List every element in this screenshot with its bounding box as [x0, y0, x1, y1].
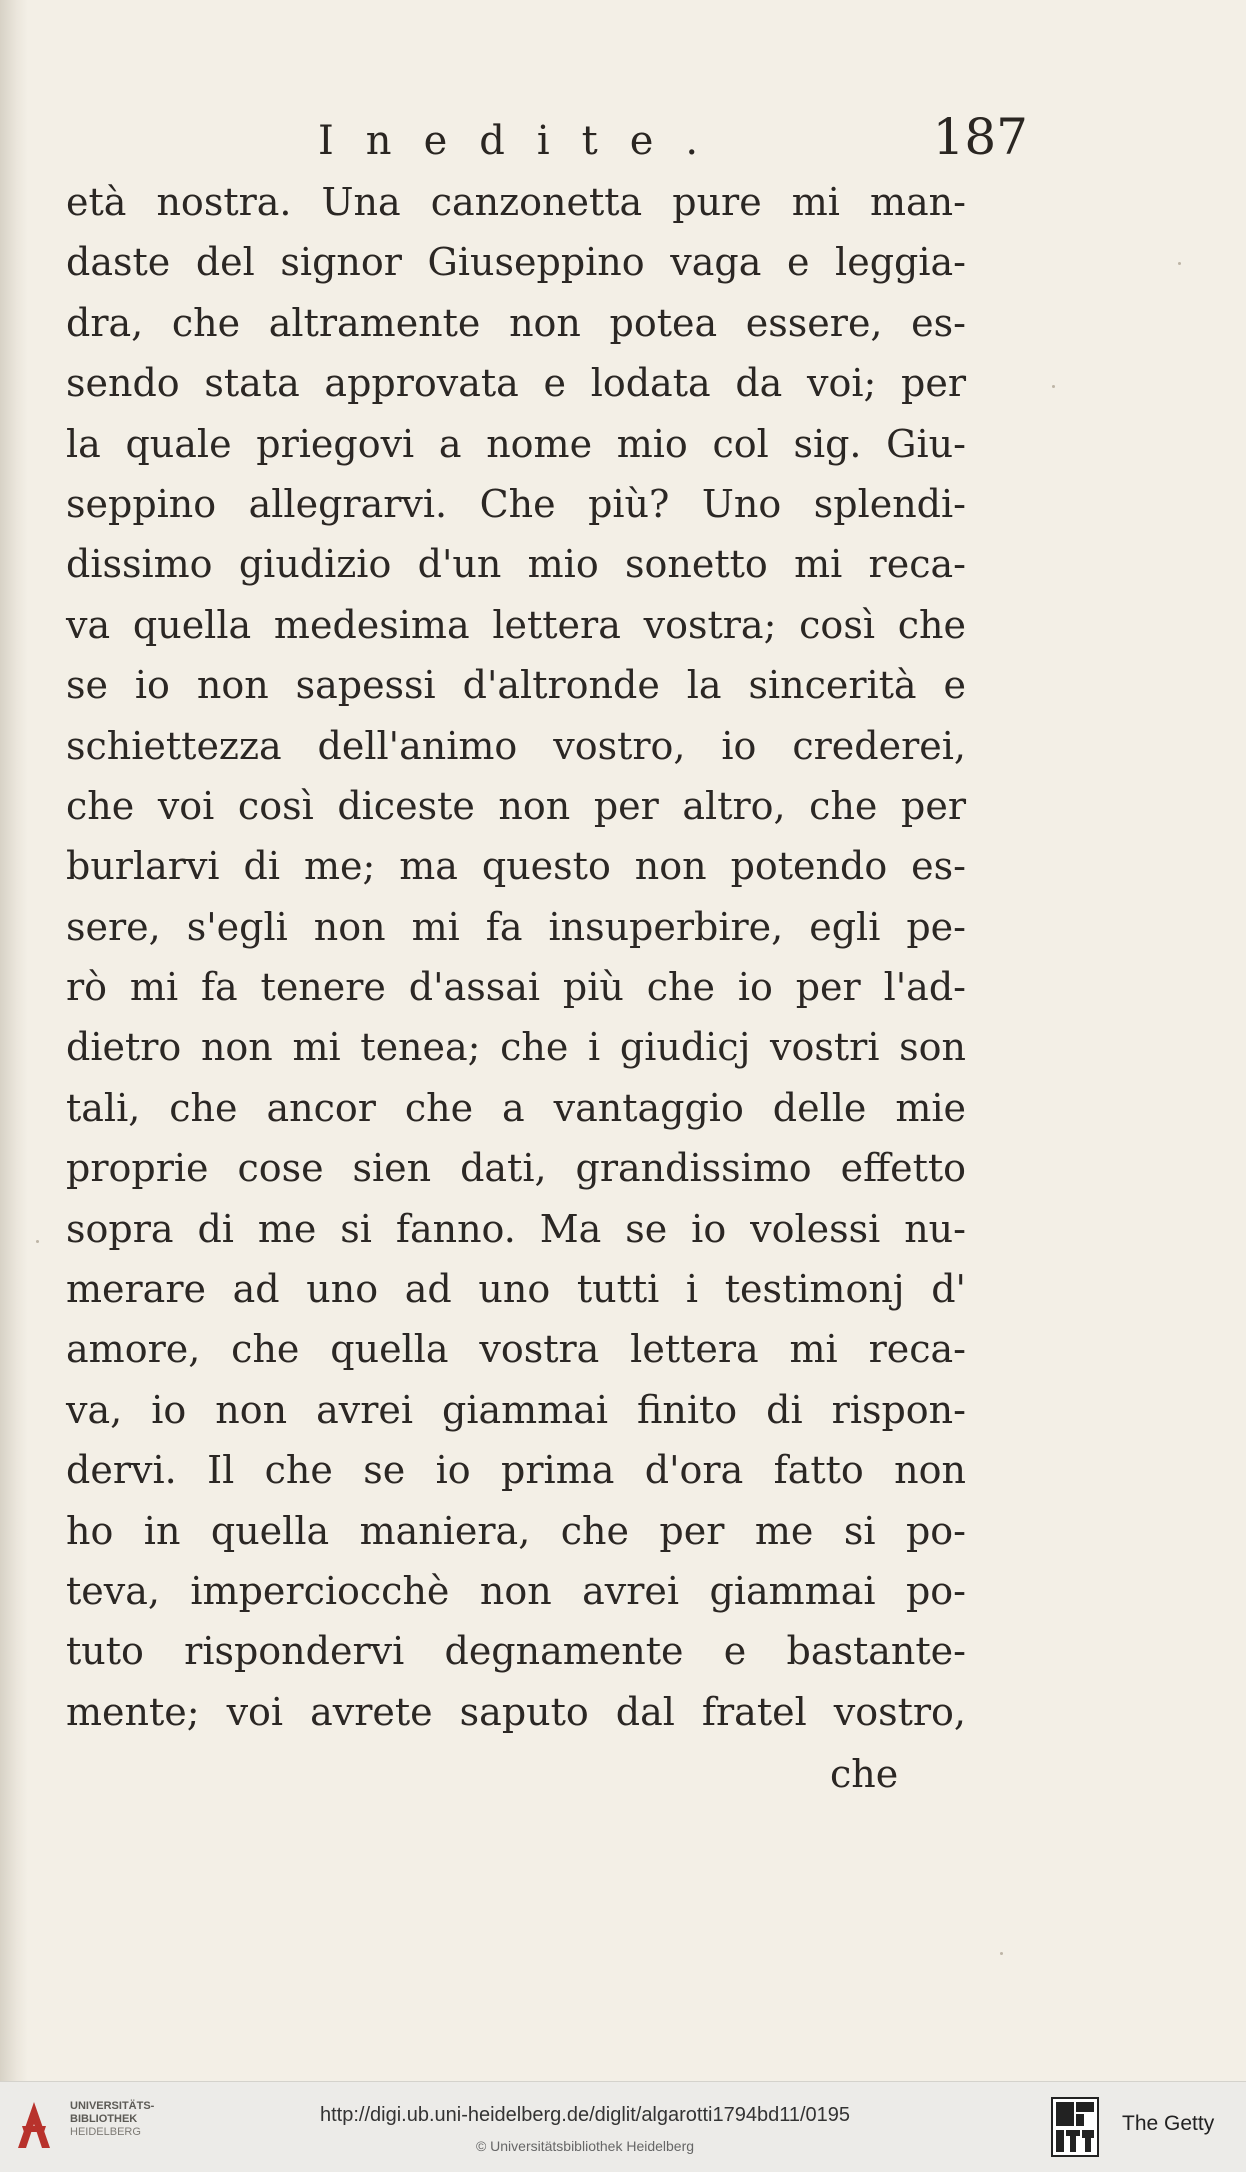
copyright-notice: © Universitätsbibliothek Heidelberg [475, 2138, 695, 2154]
body-text [66, 172, 966, 1742]
getty-logo-icon [1050, 2096, 1100, 2158]
text-line: merare ad uno ad uno tutti i testimonj d' [66, 1267, 966, 1312]
text-line: età nostra. Una canzonetta pure mi man- [66, 180, 966, 224]
permalink-url[interactable]: http://digi.ub.uni-heidelberg.de/diglit/algarotti1794bd11/0195 [319, 2104, 851, 2126]
library-name-line-1: UNIVERSITÄTS- [70, 2100, 155, 2112]
text-line: mente; voi avrete saputo dal fratel vostro, [66, 1689, 966, 1734]
page-number: 187 [932, 108, 1028, 166]
text-line: dra, che altramente non potea essere, es- [66, 300, 966, 345]
text-line: schiettezza dell'animo vostro, io crederei, [66, 723, 966, 768]
catchword: che [830, 1752, 899, 1796]
text-line: tali, che ancor che a vantaggio delle mie [66, 1085, 966, 1130]
library-name-line-3: HEIDELBERG [70, 2126, 141, 2138]
getty-label: The Getty [1122, 2112, 1215, 2135]
page-gutter-shadow [0, 0, 28, 2081]
library-name [70, 2100, 154, 2139]
text-line: sendo stata approvata e lodata da voi; per [66, 361, 966, 406]
text-line: sopra di me si fanno. Ma se io volessi nu- [66, 1206, 966, 1251]
text-line: sere, s'egli non mi fa insuperbire, egli pe- [66, 904, 966, 949]
text-line: ho in quella maniera, che per me si po- [66, 1508, 966, 1553]
paper-speck [36, 1240, 39, 1243]
text-line: tuto rispondervi degnamente e bastante- [66, 1629, 966, 1674]
paper-speck [1052, 385, 1055, 388]
text-line: dissimo giudizio d'un mio sonetto mi reca- [66, 542, 966, 587]
text-line: dervi. Il che se io prima d'ora fatto non [66, 1448, 966, 1493]
text-line: va quella medesima lettera vostra; così che [66, 602, 966, 647]
text-line: proprie cose sien dati, grandissimo effetto [66, 1146, 966, 1191]
text-line: la quale priegovi a nome mio col sig. Giu- [66, 421, 966, 466]
running-head [60, 108, 1080, 178]
text-line: teva, imperciocchè non avrei giammai po- [66, 1568, 966, 1613]
text-line: rò mi fa tenere d'assai più che io per l'ad- [66, 965, 966, 1010]
text-line: amore, che quella vostra lettera mi reca- [66, 1327, 966, 1372]
text-line: se io non sapessi d'altronde la sincerità e [66, 663, 966, 708]
text-line: che voi così diceste non per altro, che per [66, 783, 966, 828]
text-line: seppino allegrarvi. Che più? Uno splendi- [66, 481, 966, 526]
text-line: dietro non mi tenea; che i giudicj vostri son [66, 1025, 966, 1070]
paper-speck [1000, 1952, 1003, 1955]
university-library-logo-icon [12, 2096, 56, 2156]
text-line: daste del signor Giuseppino vaga e leggia- [66, 240, 966, 285]
running-title: Inedite. [318, 118, 731, 164]
library-name-line-2: BIBLIOTHEK [70, 2113, 138, 2125]
text-line: burlarvi di me; ma questo non potendo es- [66, 844, 966, 889]
digitization-footer [0, 2081, 1246, 2172]
paper-speck [1178, 262, 1181, 265]
text-line: va, io non avrei giammai finito di rispon- [66, 1387, 966, 1432]
